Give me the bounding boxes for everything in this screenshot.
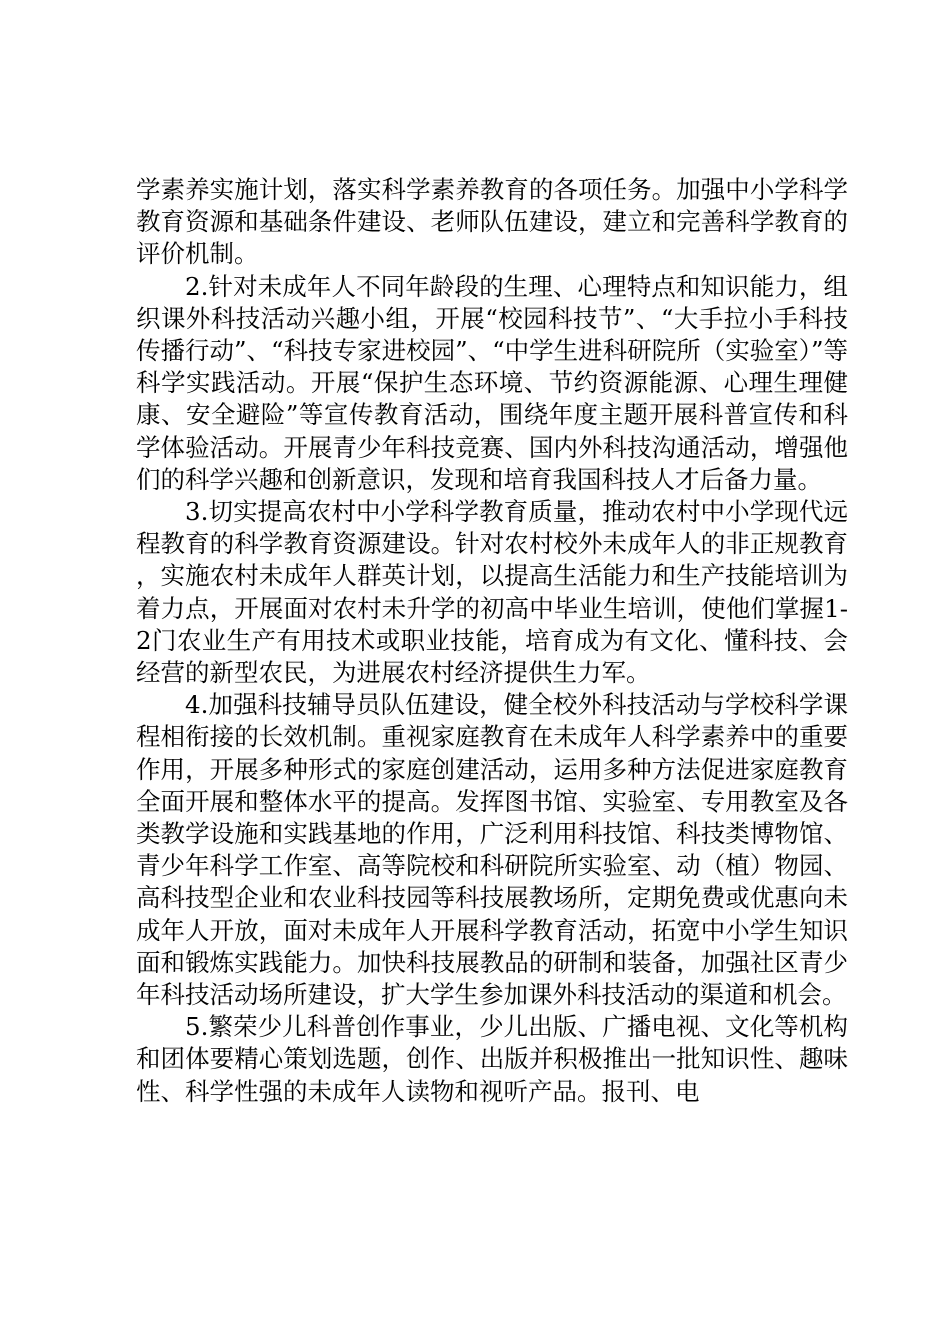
document-body — [136, 174, 848, 1108]
paragraph-item-3: 3.切实提高农村中小学科学教育质量，推动农村中小学现代远程教育的科学教育资源建设。针对农村校外未成年人的非正规教育，实施农村未成年人群英计划，以提高生活能力和生产技能培训为着力点，开展面对农村未升学的初高中毕业生培训，使他们掌握1-2门农业生产有用技术或职业技能，培育成为有文化、懂科技、会经营的新型农民，为进展农村经济提供生力军。 — [136, 497, 848, 688]
paragraph-item-5: 5.繁荣少儿科普创作事业，少儿出版、广播电视、文化等机构和团体要精心策划选题，创作、出版并积极推出一批知识性、趣味性、科学性强的未成年人读物和视听产品。报刊、电 — [136, 1012, 848, 1106]
paragraph-item-4: 4.加强科技辅导员队伍建设，健全校外科技活动与学校科学课程相衔接的长效机制。重视家庭教育在未成年人科学素养中的重要作用，开展多种形式的家庭创建活动，运用多种方法促进家庭教育全面开展和整体水平的提高。发挥图书馆、实验室、专用教室及各类教学设施和实践基地的作用，广泛利用科技馆、科技类博物馆、青少年科学工作室、高等院校和科研院所实验室、动（植）物园、高科技型企业和农业科技园等科技展教场所，定期免费或优惠向未成年人开放，面对未成年人开展科学教育活动，拓宽中小学生知识面和锻炼实践能力。加快科技展教品的研制和装备，加强社区青少年科技活动场所建设，扩大学生参加课外科技活动的渠道和机会。 — [136, 690, 848, 1010]
paragraph-continuation: 学素养实施计划，落实科学素养教育的各项任务。加强中小学科学教育资源和基础条件建设、老师队伍建设，建立和完善科学教育的评价机制。 — [136, 175, 848, 269]
paragraph-item-2: 2.针对未成年人不同年龄段的生理、心理特点和知识能力，组织课外科技活动兴趣小组，开展“校园科技节”、“大手拉小手科技传播行动”、“科技专家进校园”、“中学生进科研院所（实验室）”等科学实践活动。开展“保护生态环境、节约资源能源、心理生理健康、安全避险”等宣传教育活动，围绕年度主题开展科普宣传和科学体验活动。开展青少年科技竞赛、国内外科技沟通活动，增强他们的科学兴趣和创新意识，发现和培育我国科技人才后备力量。 — [136, 271, 848, 494]
